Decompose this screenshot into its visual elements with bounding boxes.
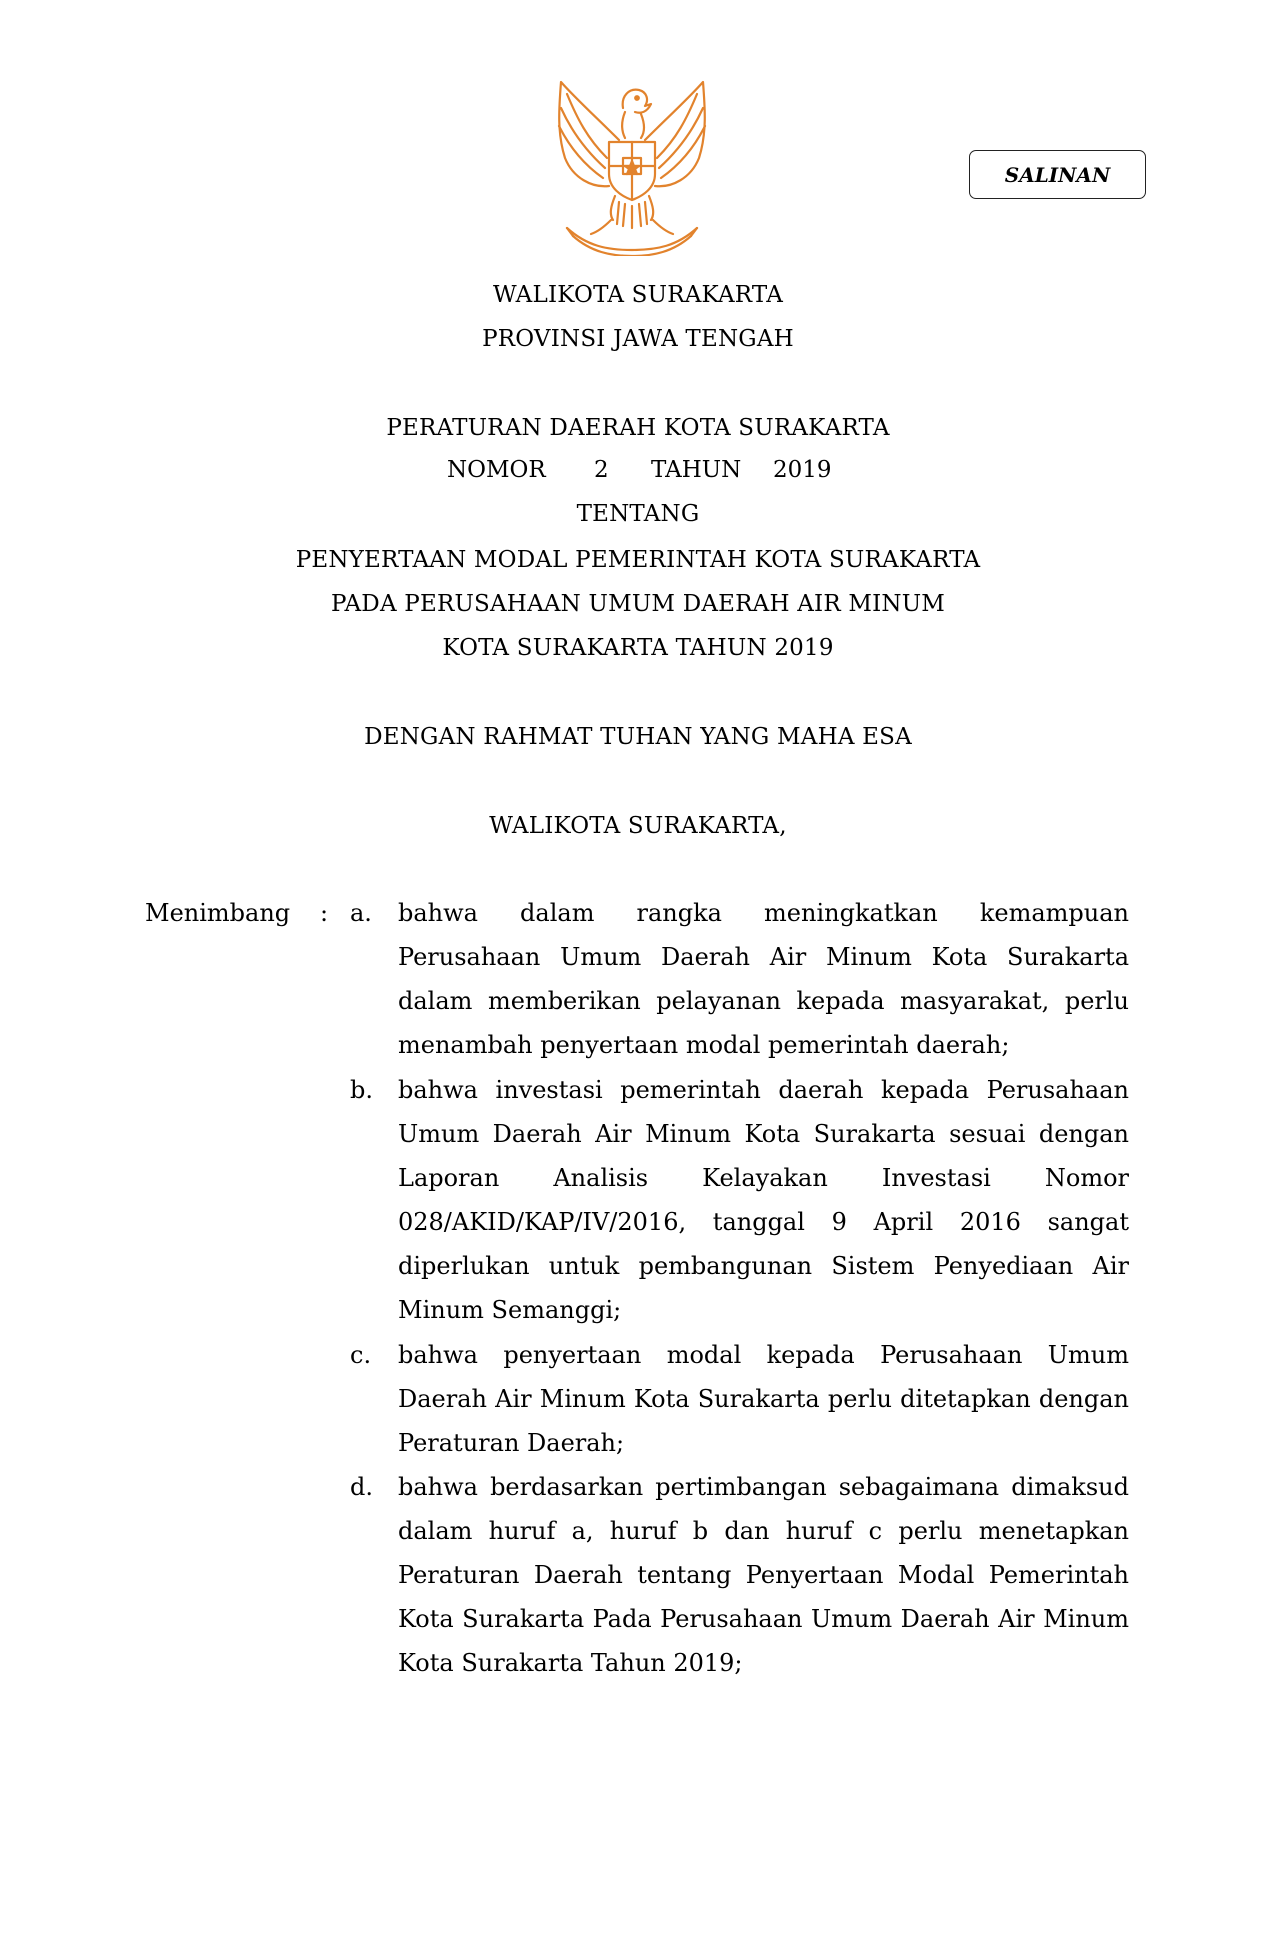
item-text: bahwa penyertaan modal kepada Perusahaan Umum Daerah Air Minum Kota Surakarta perlu ditetapkan dengan Peraturan Daerah; (398, 1341, 1129, 1457)
item-letter: b. (350, 1076, 373, 1104)
nomor-value: 2 (594, 457, 609, 483)
title-line-1: PENYERTAAN MODAL PEMERINTAH KOTA SURAKARTA (295, 547, 981, 573)
tahun-value: 2019 (773, 457, 832, 483)
regulation-type: PERATURAN DAERAH KOTA SURAKARTA (386, 415, 890, 441)
menimbang-colon: : (320, 899, 329, 927)
item-text: bahwa dalam rangka meningkatkan kemampuan Perusahaan Umum Daerah Air Minum Kota Surakarta dalam memberikan pelayanan kepada masyarakat, perlu menambah penyertaan modal pemerintah daerah; (398, 899, 1129, 1059)
menimbang-label: Menimbang (145, 899, 291, 927)
item-text: bahwa berdasarkan pertimbangan sebagaimana dimaksud dalam huruf a, huruf b dan huruf c perlu menetapkan Peraturan Daerah tentang Penyertaan Modal Pemerintah Kota Surakarta Pada Perusahaan Umum Daerah Air Minum Kota Surakarta Tahun 2019; (398, 1473, 1129, 1677)
item-text: bahwa investasi pemerintah daerah kepada Perusahaan Umum Daerah Air Minum Kota Surakarta sesuai dengan Laporan Analisis Kelayakan Investasi Nomor 028/AKID/KAP/IV/2016, tanggal 9 April 2016 sangat diperlukan untuk pembangunan Sistem Penyediaan Air Minum Semanggi; (398, 1076, 1129, 1324)
item-letter: c. (350, 1341, 372, 1369)
province-heading: PROVINSI JAWA TENGAH (482, 326, 794, 352)
item-letter: d. (350, 1473, 373, 1501)
invocation: DENGAN RAHMAT TUHAN YANG MAHA ESA (364, 724, 912, 750)
item-letter: a. (350, 899, 372, 927)
salinan-stamp: SALINAN (969, 150, 1146, 199)
garuda-emblem-icon (547, 78, 717, 256)
title-line-2: PADA PERUSAHAAN UMUM DAERAH AIR MINUM (330, 591, 946, 617)
tahun-label: TAHUN (651, 457, 742, 483)
title-line-3: KOTA SURAKARTA TAHUN 2019 (442, 635, 834, 661)
authority-heading: WALIKOTA SURAKARTA (492, 282, 784, 308)
tentang-heading: TENTANG (576, 501, 700, 527)
nomor-label: NOMOR (447, 457, 546, 483)
issuer-heading: WALIKOTA SURAKARTA, (489, 813, 787, 839)
